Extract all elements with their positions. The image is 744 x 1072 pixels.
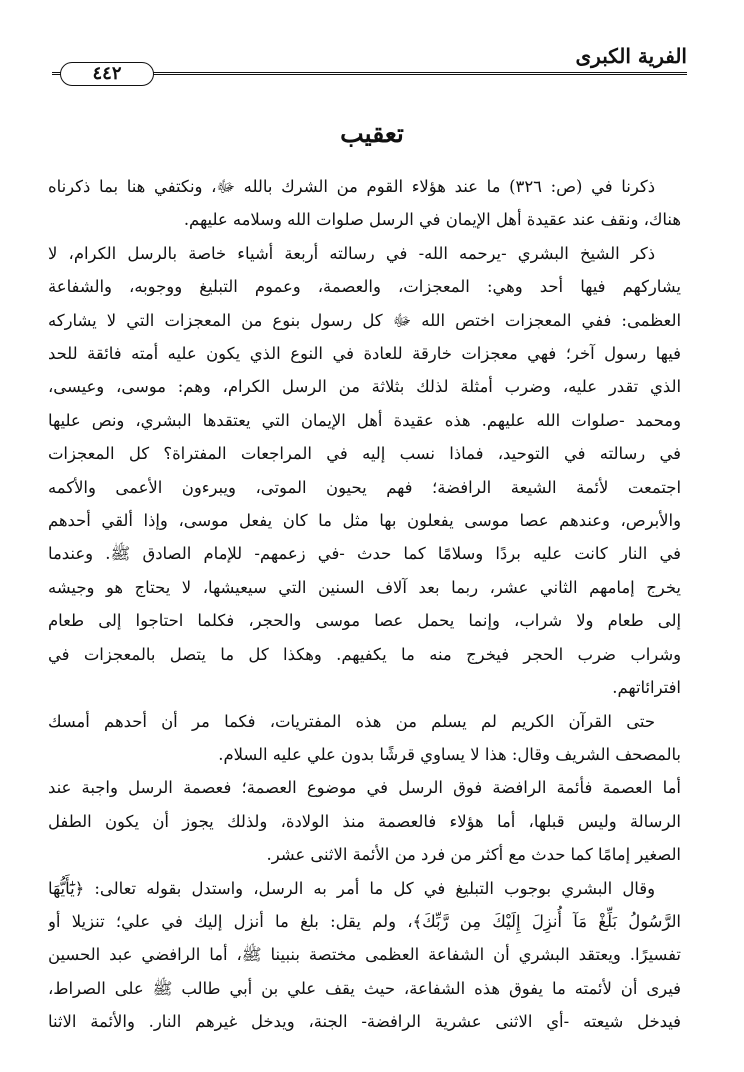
text-line: اجتمعت لأئمة الشيعة الرافضة؛ فهم يحيون الموتى، ويبرءون الأعمى والأكمه — [48, 477, 681, 497]
text-line: وقال البشري بوجوب التبليغ في كل ما أمر به الرسل، واستدل بقوله تعالى: ﴿يَٰٓأَيُّهَا — [48, 878, 655, 898]
text-line: في رسالته في التوحيد، فماذا نسب إليه في المراجعات المفتراة؟ كل المعجزات — [48, 444, 681, 464]
section-title: تعقيب — [340, 119, 404, 148]
text-line: والأبرص، وعندهم عصا موسى يفعلون بها مثل ما كان يفعل موسى، وإذا ألقي أحدهم — [48, 511, 681, 531]
book-title: الفرية الكبرى — [575, 44, 687, 68]
paragraph — [48, 872, 681, 1039]
text-line: فيرى أن لأئمته ما يفوق هذه الشفاعة، حيث يقف علي بن أبي طالب ﷺ على الصراط، — [48, 978, 681, 998]
text-line: يشاركهم فيها أحد وهي: المعجزات، والعصمة، وعموم التبليغ ووجوبه، والشفاعة — [48, 277, 681, 297]
text-line: ذكرنا في (ص: ٣٢٦) ما عند هؤلاء القوم من الشرك بالله ﷻ، ونكتفي هنا بما ذكرناه — [48, 177, 655, 196]
paragraph — [48, 771, 681, 871]
text-line: ومحمد -صلوات الله عليهم. هذه عقيدة أهل الإيمان التي يعتقدها البشري، ونص عليها — [48, 410, 681, 430]
text-line: فيها رسول آخر؛ فهي معجزات خارقة للعادة في النوع الذي يكون عليه أمته فائقة للحد — [48, 344, 681, 364]
text-line: يخرج إمامهم الثاني عشر، ربما بعد آلاف السنين التي سيعيشها، لا يحتاج هو وجيشه — [48, 577, 681, 597]
text-line: بالمصحف الشريف وقال: هذا لا يساوي قرشًا بدون علي عليه السلام. — [218, 744, 681, 764]
text-line: الرَّسُولُ بَلِّغْ مَآ أُنزِلَ إِلَيْكَ مِن رَّبِّكَ﴾، ولم يقل: بلغ ما أنزل إليك في علي؛ تنزيلا أو — [48, 911, 681, 931]
text-line: الصغير إمامًا كما حدث مع أكثر من فرد من الأئمة الاثنى عشر. — [266, 845, 681, 865]
body-text — [48, 170, 681, 1039]
text-line: الرسالة وليس قبلها، أما هؤلاء فالعصمة منذ الولادة، ولذلك يجوز أن يكون الطفل — [48, 811, 681, 831]
text-line: ذكر الشيخ البشري -يرحمه الله- في رسالته أربعة أشياء خاصة بالرسل الكرام، لا — [48, 243, 655, 263]
text-line: افترائاتهم. — [612, 678, 681, 698]
paragraph — [48, 237, 681, 705]
page-number: ٤٤٢ — [60, 62, 154, 86]
text-line: العظمى: ففي المعجزات اختص الله ﷻ كل رسول بنوع من المعجزات التي لا يشاركه — [48, 310, 681, 330]
running-header — [52, 34, 687, 92]
text-line: فيدخل شيعته -أي الاثنى عشرية الرافضة- الجنة، ويدخل غيرهم النار. والأئمة الاثنا — [48, 1012, 681, 1032]
text-line: في النار كانت عليه بردًا وسلامًا كما حدث -في زعمهم- للإمام الصادق ﷺ. وعندما — [48, 544, 681, 564]
text-line: الذي تقدر عليه، وضرب أمثلة لذلك بثلاثة من الرسل الكرام، وهم: موسى، وعيسى، — [48, 377, 681, 397]
paragraph — [48, 170, 681, 237]
paragraph — [48, 705, 681, 772]
text-line: تفسيرًا. ويعتقد البشري أن الشفاعة العظمى مختصة بنبينا ﷺ، أما الرافضي عبد الحسين — [48, 945, 681, 965]
text-line: حتى القرآن الكريم لم يسلم من هذه المفتريات، فكما مر أن أحدهم أمسك — [48, 711, 655, 731]
text-line: إلى طعام ولا شراب، وإنما يحمل عصا موسى والحجر، فكلما احتاجوا إلى طعام — [48, 611, 681, 631]
text-line: أما العصمة فأئمة الرافضة فوق الرسل في موضوع العصمة؛ فعصمة الرسل واجبة عند — [48, 778, 681, 798]
text-line: وشراب ضرب الحجر فيخرج منه ما يكفيهم. وهكذا كل ما يتصل بالمعجزات في — [48, 644, 681, 664]
text-line: هناك، ونقف عند عقيدة أهل الإيمان في الرسل صلوات الله وسلامه عليهم. — [183, 210, 681, 230]
